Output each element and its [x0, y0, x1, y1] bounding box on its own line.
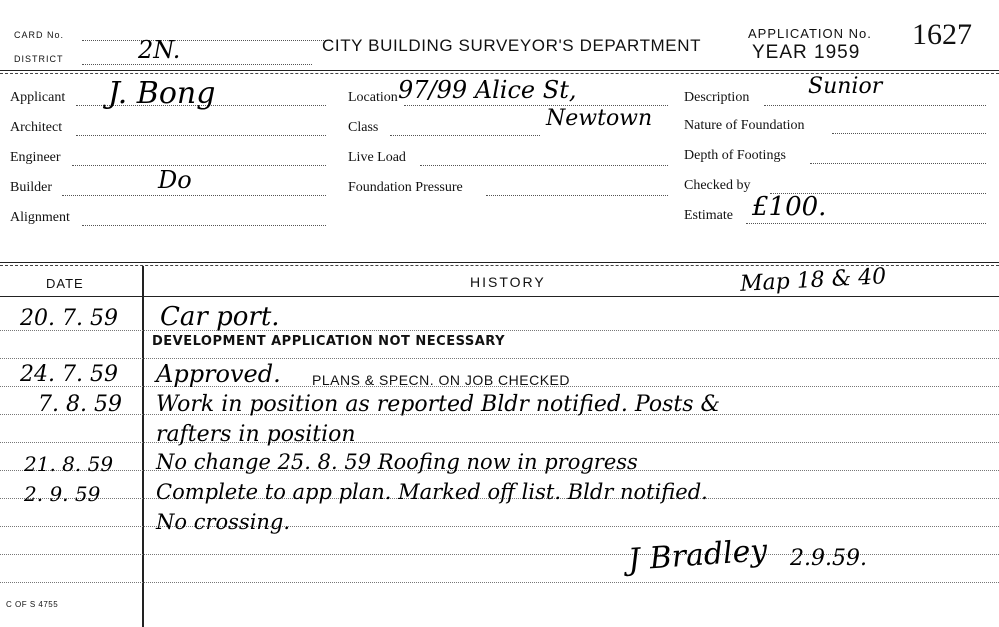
- history-text: Approved.: [156, 360, 281, 388]
- history-line: [0, 526, 999, 527]
- depth-of-footings-label: Depth of Footings: [684, 148, 786, 163]
- date-header: DATE: [46, 276, 84, 291]
- location-value: 97/99 Alice St,: [398, 76, 577, 104]
- estimate-value: £100.: [752, 192, 827, 222]
- estimate-line: [746, 223, 986, 224]
- builder-label: Builder: [10, 180, 52, 195]
- application-no-label: APPLICATION No.: [748, 26, 872, 41]
- depth-of-footings-line: [810, 163, 986, 164]
- builder-value: Do: [158, 166, 192, 194]
- live-load-label: Live Load: [348, 150, 406, 165]
- history-date: 2. 9. 59: [24, 482, 101, 506]
- class-label: Class: [348, 120, 379, 135]
- history-header-rule: [0, 296, 999, 297]
- description-line: [764, 105, 986, 106]
- architect-label: Architect: [10, 120, 63, 135]
- district-line: [82, 64, 312, 65]
- header-rule: [0, 70, 999, 71]
- nature-of-foundation-line: [832, 133, 986, 134]
- date-column-divider: [142, 266, 144, 627]
- history-text: No change 25. 8. 59 Roofing now in progress: [156, 450, 638, 474]
- history-rule: [0, 262, 999, 263]
- class-line: [390, 135, 540, 136]
- description-value: Sunior: [808, 74, 883, 99]
- nature-of-foundation-label: Nature of Foundation: [684, 118, 805, 133]
- alignment-line: [82, 225, 326, 226]
- estimate-label: Estimate: [684, 208, 733, 223]
- history-stamp: DEVELOPMENT APPLICATION NOT NECESSARY: [152, 334, 506, 349]
- history-text: Car port.: [160, 302, 280, 332]
- district-value: 2N.: [138, 36, 181, 64]
- foundation-pressure-label: Foundation Pressure: [348, 180, 463, 195]
- foundation-pressure-line: [486, 195, 668, 196]
- engineer-label: Engineer: [10, 150, 61, 165]
- district-label: DISTRICT: [14, 54, 64, 64]
- applicant-value: J. Bong: [108, 76, 216, 111]
- history-line: [0, 358, 999, 359]
- live-load-line: [420, 165, 668, 166]
- history-line: [0, 582, 999, 583]
- applicant-label: Applicant: [10, 90, 66, 105]
- history-text: rafters in position: [156, 422, 356, 447]
- history-line: [0, 442, 999, 443]
- history-date: 20. 7. 59: [20, 306, 118, 331]
- architect-line: [76, 135, 326, 136]
- history-line: [0, 330, 999, 331]
- form-code: C OF S 4755: [6, 600, 59, 609]
- location-value-2: Newtown: [546, 106, 653, 131]
- history-date: 7. 8. 59: [38, 392, 122, 417]
- builder-line: [62, 195, 326, 196]
- history-text: Work in position as reported Bldr notified. Posts &: [156, 392, 721, 417]
- checked-by-label: Checked by: [684, 178, 751, 193]
- location-label: Location: [348, 90, 398, 105]
- history-stamp: PLANS & SPECN. ON JOB CHECKED: [312, 372, 571, 388]
- history-header: HISTORY: [470, 274, 546, 290]
- history-date: 21. 8. 59: [24, 452, 114, 476]
- map-note: Map 18 & 40: [739, 264, 887, 297]
- card-no-label: CARD No.: [14, 30, 65, 40]
- history-text: Complete to app plan. Marked off list. Bldr notified.: [156, 480, 708, 504]
- signature: J Bradley: [626, 533, 769, 578]
- card-no-line: [82, 40, 332, 41]
- description-label: Description: [684, 90, 750, 105]
- alignment-label: Alignment: [10, 210, 70, 225]
- signature-date: 2.9.59.: [790, 546, 867, 571]
- history-text: No crossing.: [156, 510, 291, 534]
- history-date: 24. 7. 59: [20, 362, 118, 387]
- department-title: CITY BUILDING SURVEYOR'S DEPARTMENT: [322, 36, 702, 55]
- year-label: YEAR 1959: [752, 42, 861, 63]
- application-no: 1627: [912, 18, 972, 51]
- engineer-line: [72, 165, 326, 166]
